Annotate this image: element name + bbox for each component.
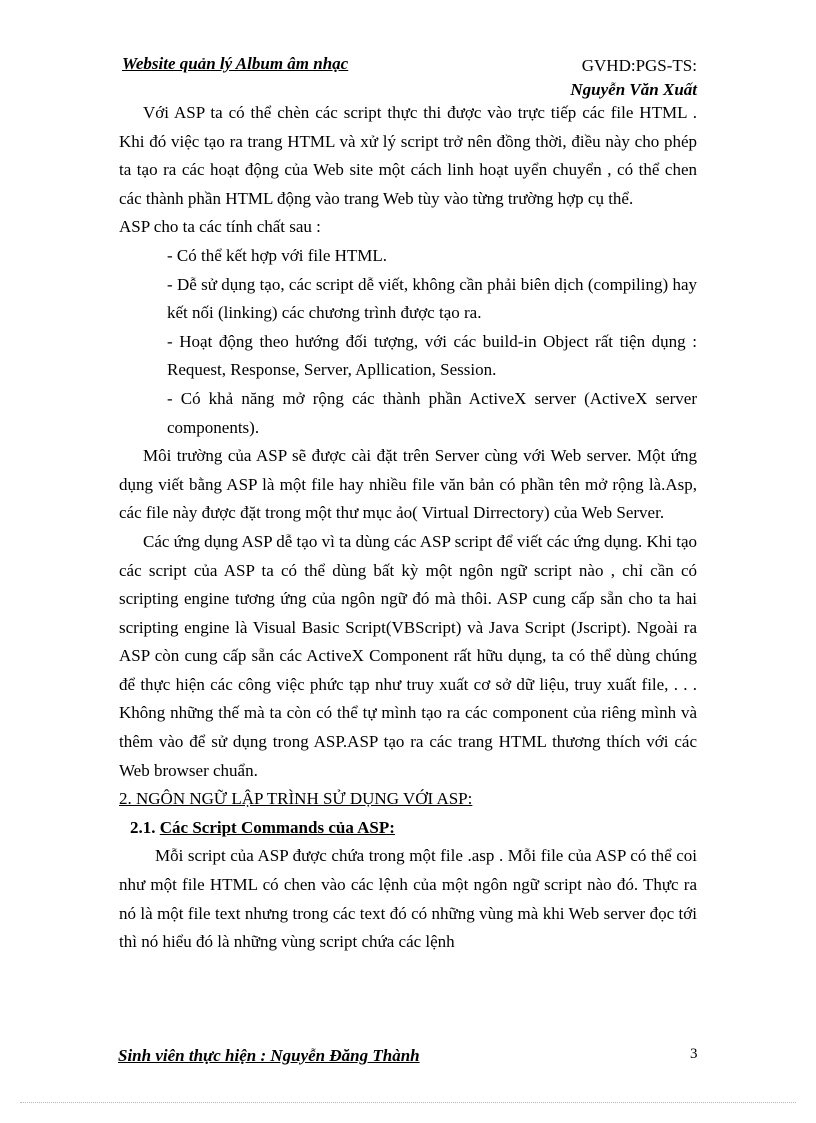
- paragraph: Môi trường của ASP sẽ được cài đặt trên Server cùng với Web server. Một ứng dụng viết bằng ASP là một file hay nhiều file văn bản có phần tên mở rộng là.Asp, các file này được đặt trong một thư mục ảo( Virtual Dirrectory) của Web Server.: [119, 446, 697, 523]
- subsection-number: 2.1.: [130, 817, 160, 837]
- header-advisor: [570, 54, 697, 102]
- paragraph: Các ứng dụng ASP dễ tạo vì ta dùng các ASP script để viết các ứng dụng. Khi tạo các script của ASP ta có thể dùng bất kỳ một ngôn ngữ script nào , chỉ cần có scripting engine tương ứng của ngôn ngữ đó mà thôi. ASP cung cấp sẵn cho ta hai scripting engine là Visual Basic Script(VBScript) và Java Script (Jscript). Ngoài ra ASP còn cung cấp sẵn các ActiveX Component rất hữu dụng, ta có thể dùng chúng để thực hiện các công việc phức tạp như truy xuất cơ sở dữ liệu, truy xuất file, . . . Không những thế mà ta còn có thể tự mình tạo ra các component của riêng mình và thêm vào để sử dụng trong ASP.ASP tạo ra các trang HTML thương thích với các Web browser chuẩn.: [119, 531, 697, 780]
- document-body: [119, 99, 697, 957]
- section-heading: [119, 785, 697, 814]
- subsection-heading-text: Các Script Commands của ASP:: [159, 817, 395, 837]
- bullet-item: - Có khả năng mở rộng các thành phần ActiveX server (ActiveX server components).: [167, 388, 697, 437]
- bullet-item: - Dễ sử dụng tạo, các script dễ viết, không cần phải biên dịch (compiling) hay kết nối (linking) các chương trình được tạo ra.: [167, 274, 697, 323]
- advisor-label: GVHD:PGS-TS:: [581, 56, 697, 75]
- bullet-item: - Hoạt động theo hướng đối tượng, với các build-in Object rất tiện dụng : Request, Response, Server, Apllication, Session.: [167, 331, 697, 380]
- page-divider: [20, 1102, 796, 1103]
- section-heading-text: 2. NGÔN NGỮ LẬP TRÌNH SỬ DỤNG VỚI ASP:: [119, 789, 473, 809]
- bullet-item: - Có thể kết hợp với file HTML.: [167, 245, 388, 265]
- paragraph: ASP cho ta các tính chất sau :: [119, 217, 321, 237]
- subsection-heading: [119, 814, 697, 843]
- paragraph: Với ASP ta có thể chèn các script thực thi được vào trực tiếp các file HTML . Khi đó việc tạo ra trang HTML và xử lý script trở nên đồng thời, điều này cho phép ta tạo ra các hoạt động của Web site một cách linh hoạt uyển chuyển , có thể chen các thành phần HTML động vào trang Web tùy vào từng trường hợp cụ thể.: [119, 103, 697, 208]
- footer-student: Sinh viên thực hiện : Nguyễn Đăng Thành: [118, 1046, 420, 1065]
- paragraph: Mỗi script của ASP được chứa trong một file .asp . Mỗi file của ASP có thể coi như một file HTML có chen vào các lệnh của một ngôn ngữ script nào đó. Thực ra nó là một file text nhưng trong các text đó có những vùng mà khi Web server đọc tới thì nó hiểu đó là những vùng script chứa các lệnh: [119, 846, 697, 952]
- header-title: Website quản lý Album âm nhạc: [122, 54, 349, 73]
- advisor-name: Nguyễn Văn Xuất: [570, 80, 697, 99]
- page-number: 3: [690, 1046, 698, 1062]
